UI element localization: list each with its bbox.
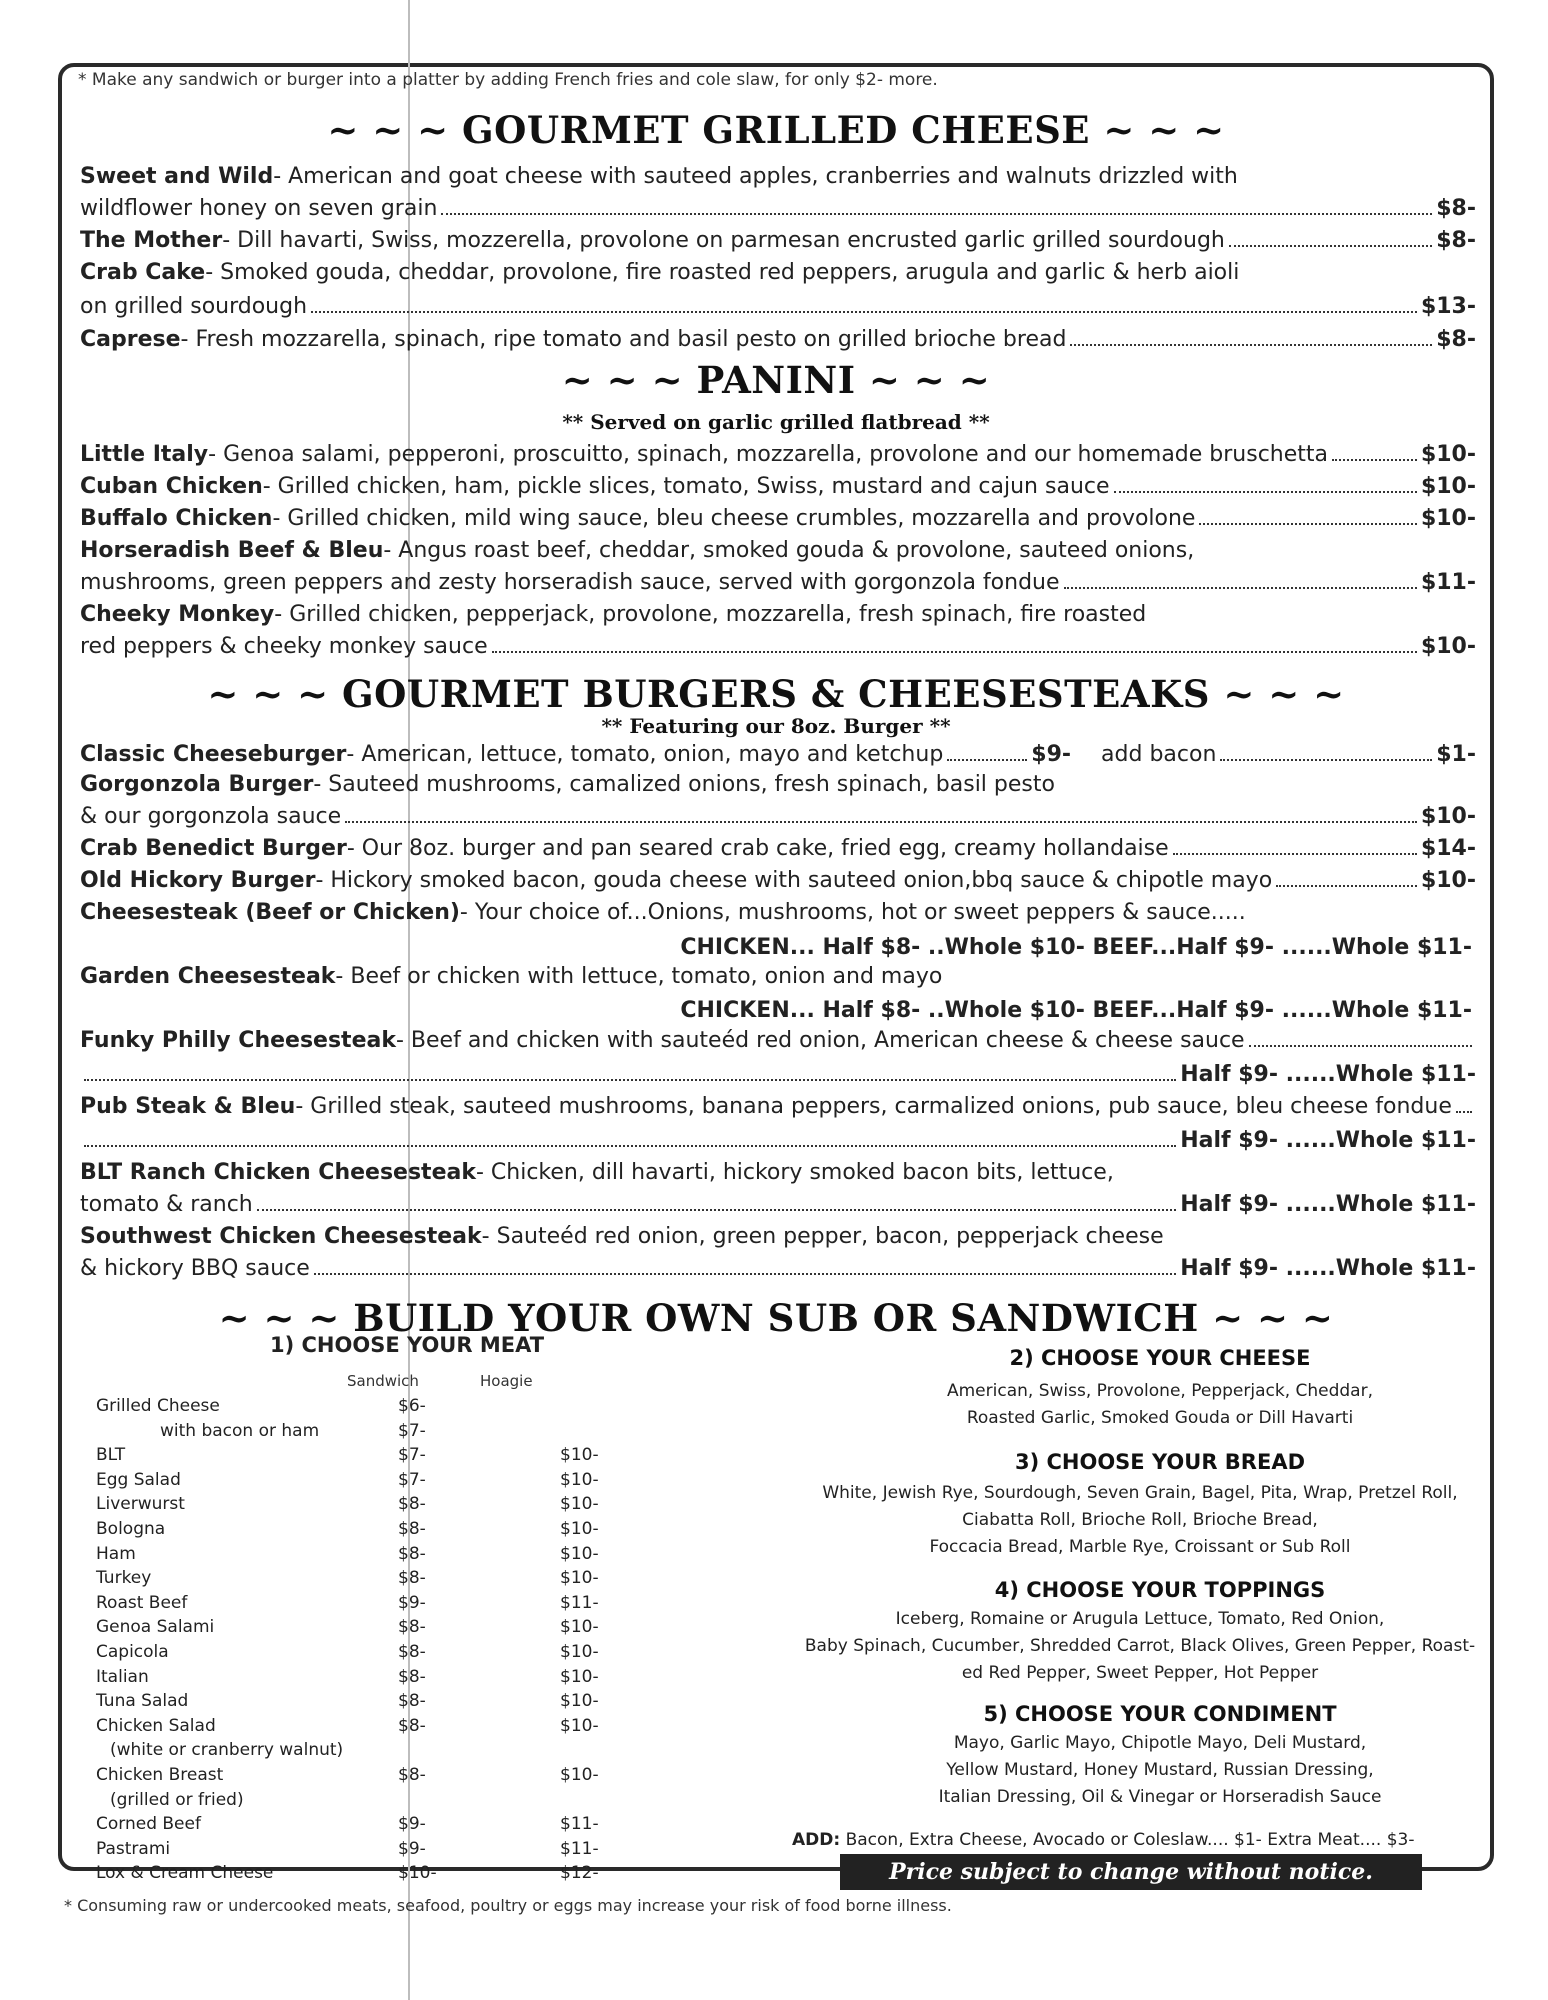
item-price: $10- <box>1420 506 1476 531</box>
meat-name: Roast Beef <box>96 1592 188 1613</box>
meat-hoagie-price: $10- <box>560 1469 599 1490</box>
meat-sandwich-price: $8- <box>398 1765 426 1785</box>
item-name: Pub Steak & Bleu <box>80 1094 296 1119</box>
meat-sandwich-price: $8- <box>398 1691 426 1712</box>
menu-item-crab-benedict-burger <box>80 834 1476 864</box>
dot-leader <box>1456 1103 1472 1113</box>
item-name: Caprese <box>80 327 181 352</box>
item-name: Crab Cake <box>80 260 206 285</box>
condiment-line-3: Italian Dressing, Oil & Vinegar or Horseradish Sauce <box>938 1787 1382 1807</box>
food-safety-note: * Consuming raw or undercooked meats, seafood, poultry or eggs may increase your risk of food borne illness. <box>64 1896 952 1915</box>
toppings-line-1: Iceberg, Romaine or Arugula Lettuce, Tomato, Red Onion, <box>895 1609 1385 1629</box>
item-desc: - Beef or chicken with lettuce, tomato, onion and mayo <box>335 964 943 989</box>
meat-name: with bacon or ham <box>160 1420 320 1441</box>
bread-line-3: Foccacia Bread, Marble Rye, Croissant or Sub Roll <box>929 1537 1351 1557</box>
addon-price: $1- <box>1436 742 1476 767</box>
item-desc: - Our 8oz. burger and pan seared crab cake, fried egg, creamy hollandaise <box>346 836 1169 861</box>
meat-name: Tuna Salad <box>96 1691 189 1712</box>
panini-subheading: ** Served on garlic grilled flatbread ** <box>562 410 990 434</box>
meat-sandwich-price: $9- <box>398 1592 426 1613</box>
meat-sandwich-price: $8- <box>398 1494 426 1515</box>
bread-options <box>790 1480 1490 1561</box>
dot-leader <box>314 1265 1176 1275</box>
item-name: Classic Cheeseburger <box>80 742 347 767</box>
burgers-subheading: ** Featuring our 8oz. Burger ** <box>601 714 951 738</box>
meat-name: Chicken Breast <box>96 1765 224 1785</box>
menu-item-southwest <box>80 1222 1476 1252</box>
dot-leader <box>84 1071 1176 1081</box>
bread-line-1: White, Jewish Rye, Sourdough, Seven Grain, Bagel, Pita, Wrap, Pretzel Roll, <box>822 1483 1458 1503</box>
menu-item-funky-philly-line2 <box>80 1060 1476 1090</box>
dot-leader <box>1332 451 1417 461</box>
meat-sandwich-price: $8- <box>398 1617 426 1638</box>
item-price: $14- <box>1420 836 1476 861</box>
item-prices: Half $9- ......Whole $11- <box>1180 1192 1476 1217</box>
meat-hoagie-price: $11- <box>560 1814 599 1835</box>
add-ons-line <box>792 1830 1414 1850</box>
item-desc: wildflower honey on seven grain <box>80 196 438 221</box>
item-desc: - Smoked gouda, cheddar, provolone, fire roasted red peppers, arugula and garlic & herb aioli <box>205 260 1240 285</box>
dot-leader <box>1070 336 1432 346</box>
item-desc: - Hickory smoked bacon, gouda cheese with sauteed onion,bbq sauce & chipotle mayo <box>315 868 1273 893</box>
item-name: Southwest Chicken Cheesesteak <box>80 1224 482 1249</box>
cheese-line-1: American, Swiss, Provolone, Pepperjack, Cheddar, <box>946 1381 1373 1401</box>
item-name: Sweet and Wild <box>80 164 274 189</box>
menu-item-the-mother <box>80 226 1476 256</box>
bread-line-2: Ciabatta Roll, Brioche Roll, Brioche Bread, <box>962 1510 1318 1530</box>
menu-item-southwest-line2 <box>80 1254 1476 1284</box>
meat-name: Pastrami <box>96 1838 171 1859</box>
meat-hoagie-price: $10- <box>560 1617 599 1638</box>
grilled-cheese-heading: ~ ~ ~ GOURMET GRILLED CHEESE ~ ~ ~ <box>327 108 1225 152</box>
meat-hoagie-price: $10- <box>560 1543 599 1564</box>
item-prices: Half $9- ......Whole $11- <box>1180 1256 1476 1281</box>
item-price: $10- <box>1420 474 1476 499</box>
meat-hoagie-price: $12- <box>560 1863 599 1884</box>
addon-label: add bacon <box>1101 742 1217 767</box>
choose-condiment-title: 5) CHOOSE YOUR CONDIMENT <box>983 1702 1337 1726</box>
meat-sandwich-price: $7- <box>398 1420 426 1441</box>
meat-sandwich-price: $6- <box>398 1396 426 1416</box>
col-sandwich: Sandwich <box>347 1372 419 1390</box>
meat-sandwich-price: $8- <box>398 1666 426 1687</box>
item-name: Old Hickory Burger <box>80 868 316 893</box>
toppings-line-2: Baby Spinach, Cucumber, Shredded Carrot, Black Olives, Green Pepper, Roast- <box>804 1636 1476 1656</box>
menu-item-buffalo-chicken <box>80 504 1476 534</box>
item-price: $8- <box>1436 327 1476 352</box>
menu-item-horseradish-beef <box>80 536 1476 566</box>
item-name: Crab Benedict Burger <box>80 836 347 861</box>
item-desc: - Grilled chicken, mild wing sauce, bleu cheese crumbles, mozzarella and provolone <box>272 506 1196 531</box>
dot-leader <box>1249 1037 1472 1047</box>
item-name: Cheeky Monkey <box>80 602 275 627</box>
item-desc: on grilled sourdough <box>80 294 308 319</box>
item-desc: tomato & ranch <box>80 1192 253 1217</box>
meat-hoagie-price: $10- <box>560 1642 599 1662</box>
item-price: $10- <box>1420 634 1476 659</box>
meat-sandwich-price: $8- <box>398 1715 426 1736</box>
meat-sandwich-price: $10- <box>398 1863 437 1884</box>
dot-leader <box>1229 237 1432 247</box>
dot-leader <box>345 813 1417 823</box>
item-desc: - Chicken, dill havarti, hickory smoked bacon bits, lettuce, <box>475 1160 1114 1185</box>
meat-name: Capicola <box>96 1642 169 1662</box>
meat-hoagie-price: $10- <box>560 1494 599 1515</box>
menu-item-funky-philly <box>80 1026 1476 1056</box>
meat-sandwich-price: $9- <box>398 1838 426 1859</box>
item-name: BLT Ranch Chicken Cheesesteak <box>80 1160 476 1185</box>
meat-hoagie-price: $10- <box>560 1691 599 1712</box>
menu-item-crab-cake-line2 <box>80 292 1476 322</box>
item-name: Funky Philly Cheesesteak <box>80 1028 396 1053</box>
meat-hoagie-price: $10- <box>560 1666 599 1687</box>
menu-item-pub-steak-line2 <box>80 1126 1476 1156</box>
meat-name: (grilled or fried) <box>110 1789 244 1810</box>
condiment-line-1: Mayo, Garlic Mayo, Chipotle Mayo, Deli Mustard, <box>953 1733 1367 1753</box>
meat-hoagie-price: $11- <box>560 1592 599 1613</box>
meat-sandwich-price: $8- <box>398 1543 426 1564</box>
dot-leader <box>1114 483 1417 493</box>
price-notice-banner: Price subject to change without notice. <box>840 1854 1422 1890</box>
menu-item-gorgonzola-burger <box>80 770 1476 800</box>
dot-leader <box>84 1137 1176 1147</box>
condiment-line-2: Yellow Mustard, Honey Mustard, Russian Dressing, <box>946 1760 1374 1780</box>
dot-leader <box>1220 751 1432 761</box>
item-desc: - American, lettuce, tomato, onion, mayo and ketchup <box>346 742 944 767</box>
choose-cheese-title: 2) CHOOSE YOUR CHEESE <box>1009 1346 1311 1370</box>
menu-item-classic-cheeseburger <box>80 740 1476 770</box>
menu-item-crab-cake <box>80 258 1476 288</box>
cheese-options <box>820 1378 1500 1432</box>
meat-sandwich-price: $8- <box>398 1568 426 1589</box>
dot-leader <box>1173 845 1417 855</box>
meat-name: Egg Salad <box>96 1469 181 1490</box>
col-hoagie: Hoagie <box>480 1372 533 1390</box>
meat-name: (white or cranberry walnut) <box>110 1740 344 1761</box>
item-desc: - Grilled chicken, ham, pickle slices, tomato, Swiss, mustard and cajun sauce <box>262 474 1110 499</box>
dot-leader <box>1276 877 1417 887</box>
item-price: $11- <box>1420 570 1476 595</box>
meat-name: Grilled Cheese <box>96 1396 220 1416</box>
item-name: Gorgonzola Burger <box>80 772 314 797</box>
item-price: $10- <box>1420 868 1476 893</box>
menu-item-blt-ranch <box>80 1158 1476 1188</box>
item-name: Little Italy <box>80 442 209 467</box>
menu-item-cuban-chicken <box>80 472 1476 502</box>
menu-item-cheesesteak <box>80 898 1476 928</box>
item-desc: - Beef and chicken with sauteéd red onion, American cheese & cheese sauce <box>395 1028 1245 1053</box>
dot-leader <box>1199 515 1416 525</box>
meat-hoagie-price: $10- <box>560 1765 599 1785</box>
item-desc: - Angus roast beef, cheddar, smoked gouda & provolone, sauteed onions, <box>383 538 1195 563</box>
item-name: The Mother <box>80 228 223 253</box>
dot-leader <box>311 303 1417 313</box>
meat-hoagie-price: $10- <box>560 1568 599 1589</box>
build-heading: ~ ~ ~ BUILD YOUR OWN SUB OR SANDWICH ~ ~ ~ <box>218 1296 1334 1340</box>
dot-leader <box>947 751 1027 761</box>
item-desc: - Sauteed mushrooms, camalized onions, fresh spinach, basil pesto <box>313 772 1055 797</box>
condiment-options <box>820 1730 1500 1811</box>
meat-hoagie-price: $10- <box>560 1519 599 1539</box>
menu-item-cheeky-monkey <box>80 600 1476 630</box>
meat-name: Corned Beef <box>96 1814 201 1835</box>
toppings-options <box>790 1606 1490 1687</box>
meat-sandwich-price: $9- <box>398 1814 426 1835</box>
dot-leader <box>441 205 1432 215</box>
meat-name: Italian <box>96 1666 149 1687</box>
item-desc: red peppers & cheeky monkey sauce <box>80 634 488 659</box>
menu-item-gorgonzola-burger-line2 <box>80 802 1476 832</box>
choose-meat-title: 1) CHOOSE YOUR MEAT <box>270 1333 545 1357</box>
meat-name: Turkey <box>96 1568 152 1589</box>
menu-item-horseradish-beef-line2 <box>80 568 1476 598</box>
item-desc: - Genoa salami, pepperoni, proscuitto, spinach, mozzarella, provolone and our homemade bruschetta <box>208 442 1329 467</box>
item-name: Garden Cheesesteak <box>80 964 336 989</box>
meat-sandwich-price: $8- <box>398 1519 426 1539</box>
menu-item-garden-cheesesteak <box>80 962 1476 992</box>
platter-note: * Make any sandwich or burger into a platter by adding French fries and cole slaw, for only $2- more. <box>78 70 938 90</box>
item-price: $10- <box>1420 804 1476 829</box>
meat-name: BLT <box>96 1445 126 1466</box>
garden-cheesesteak-prices: CHICKEN... Half $8- ..Whole $10- BEEF...Half $9- ......Whole $11- <box>680 998 1472 1023</box>
item-prices: Half $9- ......Whole $11- <box>1180 1062 1476 1087</box>
meat-name: Chicken Salad <box>96 1715 216 1736</box>
choose-bread-title: 3) CHOOSE YOUR BREAD <box>1014 1450 1306 1474</box>
dot-leader <box>257 1201 1176 1211</box>
item-price: $9- <box>1031 742 1072 767</box>
item-desc: - Fresh mozzarella, spinach, ripe tomato and basil pesto on grilled brioche bread <box>180 327 1067 352</box>
dot-leader <box>492 643 1417 653</box>
menu-item-sweet-and-wild <box>80 162 1476 192</box>
menu-item-pub-steak <box>80 1092 1476 1122</box>
add-label: ADD: <box>792 1830 841 1850</box>
item-desc: - Dill havarti, Swiss, mozzerella, provolone on parmesan encrusted garlic grilled sourdough <box>222 228 1225 253</box>
add-text: Bacon, Extra Cheese, Avocado or Coleslaw.... $1- Extra Meat.... $3- <box>840 1830 1415 1850</box>
cheese-line-2: Roasted Garlic, Smoked Gouda or Dill Havarti <box>966 1408 1354 1428</box>
menu-item-sweet-and-wild-line2 <box>80 194 1476 224</box>
item-desc: - Sauteéd red onion, green pepper, bacon, pepperjack cheese <box>481 1224 1164 1249</box>
item-price: $10- <box>1420 442 1476 467</box>
meat-sandwich-price: $7- <box>398 1445 426 1466</box>
meat-name: Bologna <box>96 1519 166 1539</box>
dot-leader <box>1064 579 1417 589</box>
item-name: Cheesesteak (Beef or Chicken) <box>80 900 460 925</box>
toppings-line-3: ed Red Pepper, Sweet Pepper, Hot Pepper <box>961 1663 1319 1683</box>
menu-item-cheeky-monkey-line2 <box>80 632 1476 662</box>
item-price: $8- <box>1436 196 1476 221</box>
panini-heading: ~ ~ ~ PANINI ~ ~ ~ <box>561 358 991 402</box>
item-desc: & hickory BBQ sauce <box>80 1256 310 1281</box>
item-desc: & our gorgonzola sauce <box>80 804 342 829</box>
menu-item-blt-ranch-line2 <box>80 1190 1476 1220</box>
item-desc: - Grilled chicken, pepperjack, provolone, mozzarella, fresh spinach, fire roasted <box>274 602 1147 627</box>
item-desc: mushrooms, green peppers and zesty horseradish sauce, served with gorgonzola fondue <box>80 570 1060 595</box>
item-price: $13- <box>1420 294 1476 319</box>
item-name: Horseradish Beef & Bleu <box>80 538 384 563</box>
meat-hoagie-price: $10- <box>560 1445 599 1466</box>
item-desc: - Your choice of...Onions, mushrooms, hot or sweet peppers & sauce..... <box>459 900 1246 925</box>
item-prices: Half $9- ......Whole $11- <box>1180 1128 1476 1153</box>
item-name: Buffalo Chicken <box>80 506 273 531</box>
meat-hoagie-price: $10- <box>560 1715 599 1736</box>
menu-item-caprese <box>80 325 1476 355</box>
meat-name: Ham <box>96 1543 136 1564</box>
meat-name: Genoa Salami <box>96 1617 215 1638</box>
cheesesteak-prices: CHICKEN... Half $8- ..Whole $10- BEEF...Half $9- ......Whole $11- <box>680 935 1472 960</box>
item-price: $8- <box>1436 228 1476 253</box>
meat-sandwich-price: $8- <box>398 1642 426 1662</box>
item-desc: - Grilled steak, sauteed mushrooms, banana peppers, carmalized onions, pub sauce, bleu cheese fondue <box>295 1094 1452 1119</box>
menu-item-little-italy <box>80 440 1476 470</box>
menu-item-old-hickory-burger <box>80 866 1476 896</box>
item-name: Cuban Chicken <box>80 474 263 499</box>
meat-hoagie-price: $11- <box>560 1838 599 1859</box>
meat-name: Lox & Cream Cheese <box>96 1863 274 1884</box>
item-desc: - American and goat cheese with sauteed apples, cranberries and walnuts drizzled with <box>273 164 1238 189</box>
choose-toppings-title: 4) CHOOSE YOUR TOPPINGS <box>994 1578 1326 1602</box>
meat-name: Liverwurst <box>96 1494 185 1515</box>
meat-sandwich-price: $7- <box>398 1469 426 1490</box>
burgers-heading: ~ ~ ~ GOURMET BURGERS & CHEESESTEAKS ~ ~ ~ <box>207 672 1345 716</box>
